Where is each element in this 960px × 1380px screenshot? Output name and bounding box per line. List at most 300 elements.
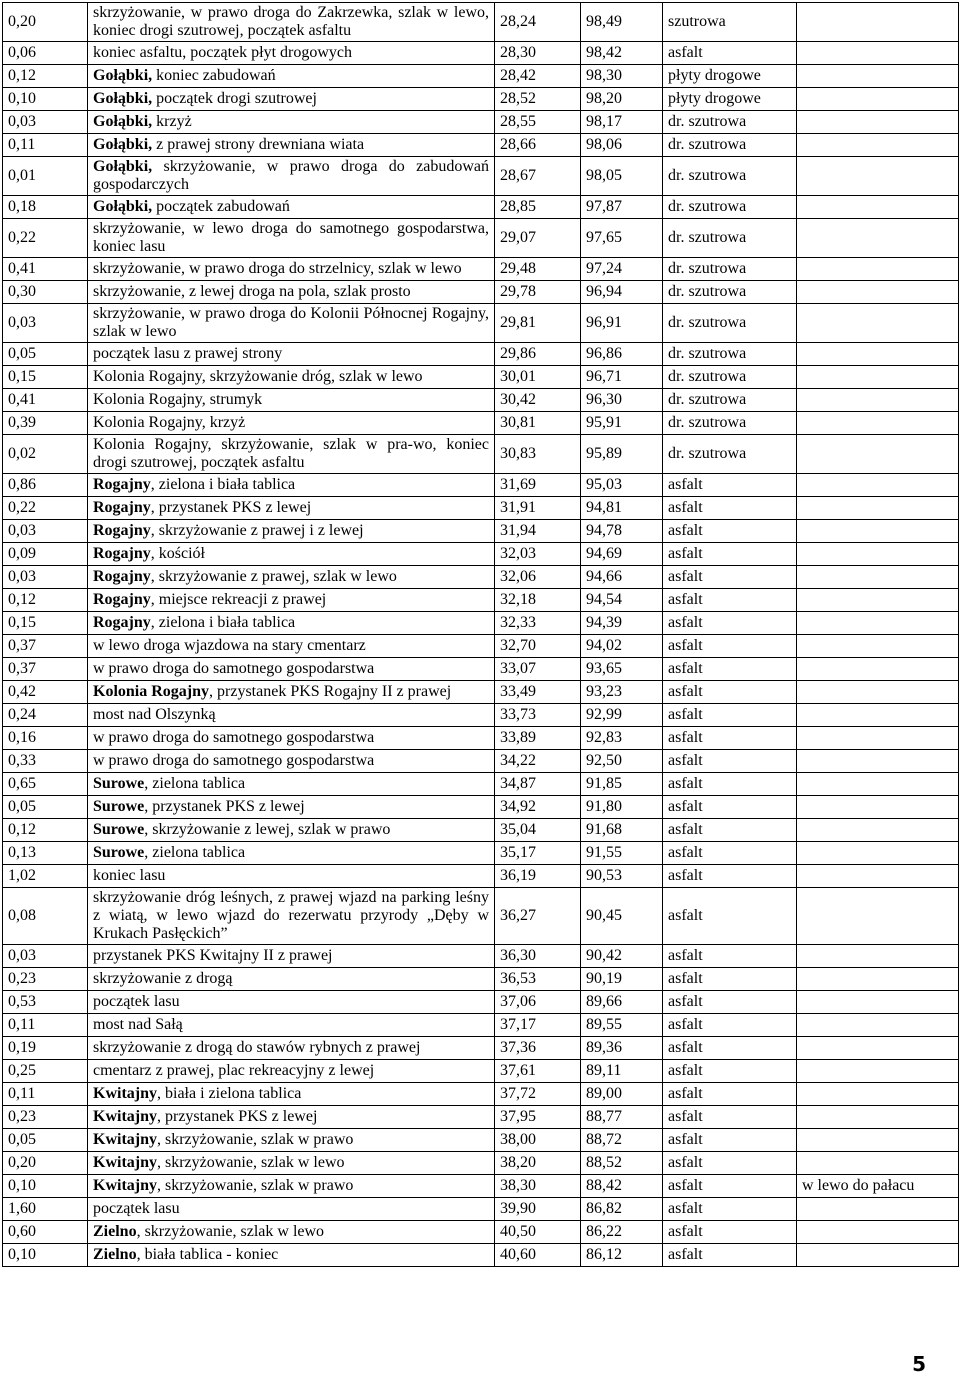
note-cell (797, 589, 959, 612)
page-number: 5 (912, 1352, 926, 1376)
table-row (3, 304, 959, 343)
table-row (3, 3, 959, 42)
surface-cell: asfalt (663, 635, 797, 658)
surface-cell: asfalt (663, 842, 797, 865)
note-cell (797, 196, 959, 219)
description-text: w prawo droga do samotnego gospodarstwa (93, 729, 375, 746)
remaining-km-cell: 93,65 (581, 658, 663, 681)
description-text: , zielona tablica (144, 844, 246, 861)
description-cell (88, 968, 495, 991)
note-cell (797, 304, 959, 343)
description-text: , skrzyżowanie, szlak w prawo (157, 1177, 354, 1194)
note-cell (797, 635, 959, 658)
remaining-km-cell: 95,91 (581, 412, 663, 435)
surface-cell: asfalt (663, 773, 797, 796)
description-text: początek lasu (93, 993, 180, 1010)
remaining-km-cell: 88,72 (581, 1129, 663, 1152)
remaining-km-cell: 94,69 (581, 543, 663, 566)
description-text: w prawo droga do samotnego gospodarstwa (93, 752, 375, 769)
segment-distance-cell: 0,22 (3, 497, 88, 520)
description-text: skrzyżowanie, w prawo droga do strzelnicy, szlak w lewo (93, 260, 462, 277)
description-cell (88, 1244, 495, 1267)
remaining-km-cell: 92,50 (581, 750, 663, 773)
note-cell (797, 111, 959, 134)
note-cell (797, 991, 959, 1014)
table-row (3, 42, 959, 65)
cumulative-km-cell: 40,50 (495, 1221, 581, 1244)
remaining-km-cell: 94,66 (581, 566, 663, 589)
remaining-km-cell: 92,99 (581, 704, 663, 727)
place-name: Gołąbki, (93, 198, 153, 215)
route-table (2, 2, 959, 1267)
description-text: , skrzyżowanie, szlak w lewo (136, 1223, 325, 1240)
cumulative-km-cell: 33,73 (495, 704, 581, 727)
description-cell (88, 412, 495, 435)
note-cell (797, 750, 959, 773)
surface-cell: asfalt (663, 1152, 797, 1175)
cumulative-km-cell: 28,24 (495, 3, 581, 42)
place-name: Gołąbki, (93, 67, 153, 84)
surface-cell: dr. szutrowa (663, 281, 797, 304)
remaining-km-cell: 93,23 (581, 681, 663, 704)
description-cell (88, 865, 495, 888)
place-name: Zielno (93, 1246, 137, 1263)
surface-cell: szutrowa (663, 3, 797, 42)
cumulative-km-cell: 37,95 (495, 1106, 581, 1129)
segment-distance-cell: 0,30 (3, 281, 88, 304)
note-cell (797, 134, 959, 157)
table-row (3, 1083, 959, 1106)
surface-cell: asfalt (663, 1198, 797, 1221)
cumulative-km-cell: 33,07 (495, 658, 581, 681)
place-name: Surowe (93, 798, 145, 815)
description-text: przystanek PKS Kwitajny II z prawej (93, 947, 333, 964)
table-row (3, 773, 959, 796)
note-cell (797, 157, 959, 196)
remaining-km-cell: 97,87 (581, 196, 663, 219)
note-cell (797, 1198, 959, 1221)
cumulative-km-cell: 35,17 (495, 842, 581, 865)
cumulative-km-cell: 28,42 (495, 65, 581, 88)
description-text: początek lasu (93, 1200, 180, 1217)
surface-cell: dr. szutrowa (663, 157, 797, 196)
segment-distance-cell: 0,10 (3, 88, 88, 111)
surface-cell: asfalt (663, 566, 797, 589)
place-name: Kwitajny (93, 1154, 157, 1171)
table-row (3, 635, 959, 658)
table-row (3, 219, 959, 258)
description-cell (88, 111, 495, 134)
cumulative-km-cell: 30,42 (495, 389, 581, 412)
surface-cell: asfalt (663, 991, 797, 1014)
note-cell (797, 865, 959, 888)
segment-distance-cell: 0,24 (3, 704, 88, 727)
surface-cell: dr. szutrowa (663, 343, 797, 366)
description-cell (88, 304, 495, 343)
description-cell (88, 566, 495, 589)
note-cell (797, 219, 959, 258)
note-cell (797, 1083, 959, 1106)
remaining-km-cell: 91,80 (581, 796, 663, 819)
place-name: Gołąbki, (93, 90, 153, 107)
surface-cell: asfalt (663, 1083, 797, 1106)
description-text: , skrzyżowanie z prawej i z lewej (150, 522, 364, 539)
cumulative-km-cell: 31,69 (495, 474, 581, 497)
remaining-km-cell: 94,78 (581, 520, 663, 543)
cumulative-km-cell: 39,90 (495, 1198, 581, 1221)
table-row (3, 842, 959, 865)
surface-cell: asfalt (663, 497, 797, 520)
table-row (3, 1198, 959, 1221)
place-name: Zielno (93, 1223, 137, 1240)
segment-distance-cell: 0,03 (3, 520, 88, 543)
remaining-km-cell: 95,89 (581, 435, 663, 474)
place-name: Gołąbki, (93, 136, 153, 153)
segment-distance-cell: 0,18 (3, 196, 88, 219)
description-text: skrzyżowanie, w lewo droga do samotnego gospodarstwa, koniec lasu (93, 220, 489, 255)
table-row (3, 888, 959, 945)
segment-distance-cell: 0,37 (3, 635, 88, 658)
surface-cell: asfalt (663, 1244, 797, 1267)
description-text: skrzyżowanie dróg leśnych, z prawej wjazd na parking leśny z wiatą, w lewo wjazd do rezerwatu przyrody „Dęby w Krukach Pasłęckich” (93, 889, 489, 942)
note-cell (797, 65, 959, 88)
place-name: Gołąbki, (93, 113, 153, 130)
table-row (3, 88, 959, 111)
remaining-km-cell: 86,12 (581, 1244, 663, 1267)
remaining-km-cell: 97,65 (581, 219, 663, 258)
segment-distance-cell: 0,23 (3, 1106, 88, 1129)
description-cell (88, 65, 495, 88)
segment-distance-cell: 0,19 (3, 1037, 88, 1060)
surface-cell: asfalt (663, 520, 797, 543)
remaining-km-cell: 88,77 (581, 1106, 663, 1129)
remaining-km-cell: 94,02 (581, 635, 663, 658)
description-cell (88, 1152, 495, 1175)
description-cell (88, 219, 495, 258)
place-name: Rogajny (93, 499, 151, 516)
surface-cell: asfalt (663, 865, 797, 888)
description-text: , przystanek PKS z lewej (144, 798, 305, 815)
description-cell (88, 945, 495, 968)
description-text: z prawej strony drewniana wiata (152, 136, 365, 153)
segment-distance-cell: 0,11 (3, 1014, 88, 1037)
description-text: początek lasu z prawej strony (93, 345, 283, 362)
segment-distance-cell: 1,60 (3, 1198, 88, 1221)
description-cell (88, 773, 495, 796)
note-cell (797, 1152, 959, 1175)
description-text: , skrzyżowanie, szlak w lewo (157, 1154, 345, 1171)
description-text: , skrzyżowanie, szlak w prawo (157, 1131, 354, 1148)
segment-distance-cell: 0,60 (3, 1221, 88, 1244)
description-cell (88, 1198, 495, 1221)
description-text: , przystanek PKS z lewej (157, 1108, 318, 1125)
table-row (3, 1244, 959, 1267)
place-name: Rogajny (93, 522, 151, 539)
description-cell (88, 658, 495, 681)
segment-distance-cell: 0,42 (3, 681, 88, 704)
description-cell (88, 157, 495, 196)
segment-distance-cell: 0,53 (3, 991, 88, 1014)
place-name: Rogajny (93, 614, 151, 631)
note-cell (797, 566, 959, 589)
table-row (3, 157, 959, 196)
description-cell (88, 3, 495, 42)
segment-distance-cell: 0,15 (3, 366, 88, 389)
table-row (3, 1037, 959, 1060)
description-cell (88, 389, 495, 412)
cumulative-km-cell: 36,30 (495, 945, 581, 968)
table-row (3, 750, 959, 773)
surface-cell: dr. szutrowa (663, 366, 797, 389)
segment-distance-cell: 0,05 (3, 796, 88, 819)
place-name: Kolonia Rogajny (93, 683, 210, 700)
table-row (3, 1175, 959, 1198)
description-cell (88, 258, 495, 281)
note-cell (797, 366, 959, 389)
note-cell (797, 796, 959, 819)
note-cell (797, 842, 959, 865)
description-text: most nad Olszynką (93, 706, 216, 723)
remaining-km-cell: 98,49 (581, 3, 663, 42)
description-text: , skrzyżowanie z prawej, szlak w lewo (150, 568, 397, 585)
remaining-km-cell: 97,24 (581, 258, 663, 281)
table-row (3, 1014, 959, 1037)
description-text: krzyż (152, 113, 192, 130)
cumulative-km-cell: 31,91 (495, 497, 581, 520)
cumulative-km-cell: 37,06 (495, 991, 581, 1014)
description-text: skrzyżowanie, w prawo droga do zabudowań gospodarczych (93, 158, 489, 193)
surface-cell: asfalt (663, 589, 797, 612)
remaining-km-cell: 90,42 (581, 945, 663, 968)
description-text: skrzyżowanie, w prawo droga do Kolonii Północnej Rogajny, szlak w lewo (93, 305, 489, 340)
description-text: koniec zabudowań (152, 67, 276, 84)
description-text: skrzyżowanie z drogą do stawów rybnych z prawej (93, 1039, 421, 1056)
note-cell (797, 435, 959, 474)
table-row (3, 134, 959, 157)
surface-cell: asfalt (663, 42, 797, 65)
cumulative-km-cell: 38,30 (495, 1175, 581, 1198)
description-text: Kolonia Rogajny, skrzyżowanie, szlak w pra-wo, koniec drogi szutrowej, początek asfaltu (93, 436, 489, 471)
cumulative-km-cell: 33,89 (495, 727, 581, 750)
description-text: Kolonia Rogajny, krzyż (93, 414, 246, 431)
table-row (3, 589, 959, 612)
remaining-km-cell: 91,85 (581, 773, 663, 796)
surface-cell: asfalt (663, 704, 797, 727)
cumulative-km-cell: 30,83 (495, 435, 581, 474)
surface-cell: asfalt (663, 796, 797, 819)
cumulative-km-cell: 34,87 (495, 773, 581, 796)
description-cell (88, 1060, 495, 1083)
surface-cell: asfalt (663, 1129, 797, 1152)
description-cell (88, 497, 495, 520)
segment-distance-cell: 0,37 (3, 658, 88, 681)
segment-distance-cell: 0,86 (3, 474, 88, 497)
description-cell (88, 727, 495, 750)
surface-cell: asfalt (663, 474, 797, 497)
place-name: Rogajny (93, 545, 151, 562)
segment-distance-cell: 0,11 (3, 1083, 88, 1106)
place-name: Rogajny (93, 591, 151, 608)
remaining-km-cell: 88,42 (581, 1175, 663, 1198)
segment-distance-cell: 0,03 (3, 304, 88, 343)
description-text: Kolonia Rogajny, skrzyżowanie dróg, szlak w lewo (93, 368, 423, 385)
note-cell (797, 543, 959, 566)
remaining-km-cell: 91,68 (581, 819, 663, 842)
note-cell (797, 3, 959, 42)
segment-distance-cell: 0,16 (3, 727, 88, 750)
table-row (3, 474, 959, 497)
table-row (3, 1106, 959, 1129)
remaining-km-cell: 90,45 (581, 888, 663, 945)
segment-distance-cell: 0,22 (3, 219, 88, 258)
description-cell (88, 819, 495, 842)
description-cell (88, 343, 495, 366)
segment-distance-cell: 0,10 (3, 1175, 88, 1198)
description-cell (88, 704, 495, 727)
table-row (3, 543, 959, 566)
description-cell (88, 196, 495, 219)
note-cell (797, 88, 959, 111)
description-cell (88, 134, 495, 157)
description-cell (88, 1014, 495, 1037)
description-text: początek drogi szutrowej (152, 90, 317, 107)
surface-cell: dr. szutrowa (663, 435, 797, 474)
cumulative-km-cell: 29,86 (495, 343, 581, 366)
table-row (3, 520, 959, 543)
cumulative-km-cell: 38,00 (495, 1129, 581, 1152)
description-text: , zielona tablica (144, 775, 246, 792)
remaining-km-cell: 98,30 (581, 65, 663, 88)
route-table-body (3, 3, 959, 1267)
description-text: , skrzyżowanie z lewej, szlak w prawo (144, 821, 391, 838)
place-name: Surowe (93, 821, 145, 838)
note-cell (797, 1244, 959, 1267)
remaining-km-cell: 89,00 (581, 1083, 663, 1106)
note-cell (797, 612, 959, 635)
note-cell (797, 258, 959, 281)
note-cell (797, 819, 959, 842)
surface-cell: asfalt (663, 1175, 797, 1198)
description-cell (88, 888, 495, 945)
remaining-km-cell: 90,19 (581, 968, 663, 991)
segment-distance-cell: 0,12 (3, 819, 88, 842)
surface-cell: asfalt (663, 1060, 797, 1083)
remaining-km-cell: 96,71 (581, 366, 663, 389)
surface-cell: asfalt (663, 1106, 797, 1129)
remaining-km-cell: 94,39 (581, 612, 663, 635)
remaining-km-cell: 89,36 (581, 1037, 663, 1060)
table-row (3, 681, 959, 704)
segment-distance-cell: 0,12 (3, 65, 88, 88)
place-name: Kwitajny (93, 1108, 157, 1125)
table-row (3, 727, 959, 750)
surface-cell: asfalt (663, 543, 797, 566)
remaining-km-cell: 96,86 (581, 343, 663, 366)
description-text: w prawo droga do samotnego gospodarstwa (93, 660, 375, 677)
table-row (3, 945, 959, 968)
note-cell (797, 1221, 959, 1244)
description-cell (88, 1083, 495, 1106)
table-row (3, 968, 959, 991)
description-cell (88, 1221, 495, 1244)
cumulative-km-cell: 33,49 (495, 681, 581, 704)
segment-distance-cell: 0,65 (3, 773, 88, 796)
remaining-km-cell: 94,54 (581, 589, 663, 612)
segment-distance-cell: 0,41 (3, 389, 88, 412)
segment-distance-cell: 0,08 (3, 888, 88, 945)
cumulative-km-cell: 37,17 (495, 1014, 581, 1037)
cumulative-km-cell: 36,53 (495, 968, 581, 991)
remaining-km-cell: 90,53 (581, 865, 663, 888)
description-cell (88, 991, 495, 1014)
cumulative-km-cell: 28,67 (495, 157, 581, 196)
cumulative-km-cell: 29,48 (495, 258, 581, 281)
cumulative-km-cell: 29,07 (495, 219, 581, 258)
note-cell (797, 773, 959, 796)
cumulative-km-cell: 38,20 (495, 1152, 581, 1175)
description-text: , miejsce rekreacji z prawej (150, 591, 327, 608)
place-name: Kwitajny (93, 1131, 157, 1148)
surface-cell: dr. szutrowa (663, 412, 797, 435)
surface-cell: dr. szutrowa (663, 219, 797, 258)
cumulative-km-cell: 32,18 (495, 589, 581, 612)
description-cell (88, 88, 495, 111)
description-text: koniec lasu (93, 867, 166, 884)
note-cell (797, 389, 959, 412)
cumulative-km-cell: 29,78 (495, 281, 581, 304)
note-cell (797, 281, 959, 304)
cumulative-km-cell: 30,01 (495, 366, 581, 389)
surface-cell: asfalt (663, 819, 797, 842)
segment-distance-cell: 0,20 (3, 1152, 88, 1175)
description-text: w lewo droga wjazdowa na stary cmentarz (93, 637, 366, 654)
description-text: początek zabudowań (152, 198, 290, 215)
remaining-km-cell: 98,42 (581, 42, 663, 65)
surface-cell: asfalt (663, 727, 797, 750)
place-name: Gołąbki, (93, 158, 153, 175)
remaining-km-cell: 94,81 (581, 497, 663, 520)
place-name: Rogajny (93, 476, 151, 493)
description-cell (88, 842, 495, 865)
note-cell (797, 1014, 959, 1037)
note-cell (797, 1037, 959, 1060)
note-cell (797, 343, 959, 366)
description-cell (88, 612, 495, 635)
table-row (3, 566, 959, 589)
surface-cell: dr. szutrowa (663, 258, 797, 281)
cumulative-km-cell: 31,94 (495, 520, 581, 543)
segment-distance-cell: 0,33 (3, 750, 88, 773)
note-cell (797, 1129, 959, 1152)
place-name: Rogajny (93, 568, 151, 585)
table-row (3, 865, 959, 888)
table-row (3, 65, 959, 88)
description-cell (88, 474, 495, 497)
table-row (3, 343, 959, 366)
remaining-km-cell: 89,66 (581, 991, 663, 1014)
cumulative-km-cell: 29,81 (495, 304, 581, 343)
segment-distance-cell: 0,23 (3, 968, 88, 991)
description-cell (88, 1129, 495, 1152)
surface-cell: dr. szutrowa (663, 304, 797, 343)
segment-distance-cell: 0,25 (3, 1060, 88, 1083)
surface-cell: dr. szutrowa (663, 111, 797, 134)
description-cell (88, 635, 495, 658)
table-row (3, 281, 959, 304)
surface-cell: asfalt (663, 888, 797, 945)
remaining-km-cell: 98,20 (581, 88, 663, 111)
table-row (3, 366, 959, 389)
